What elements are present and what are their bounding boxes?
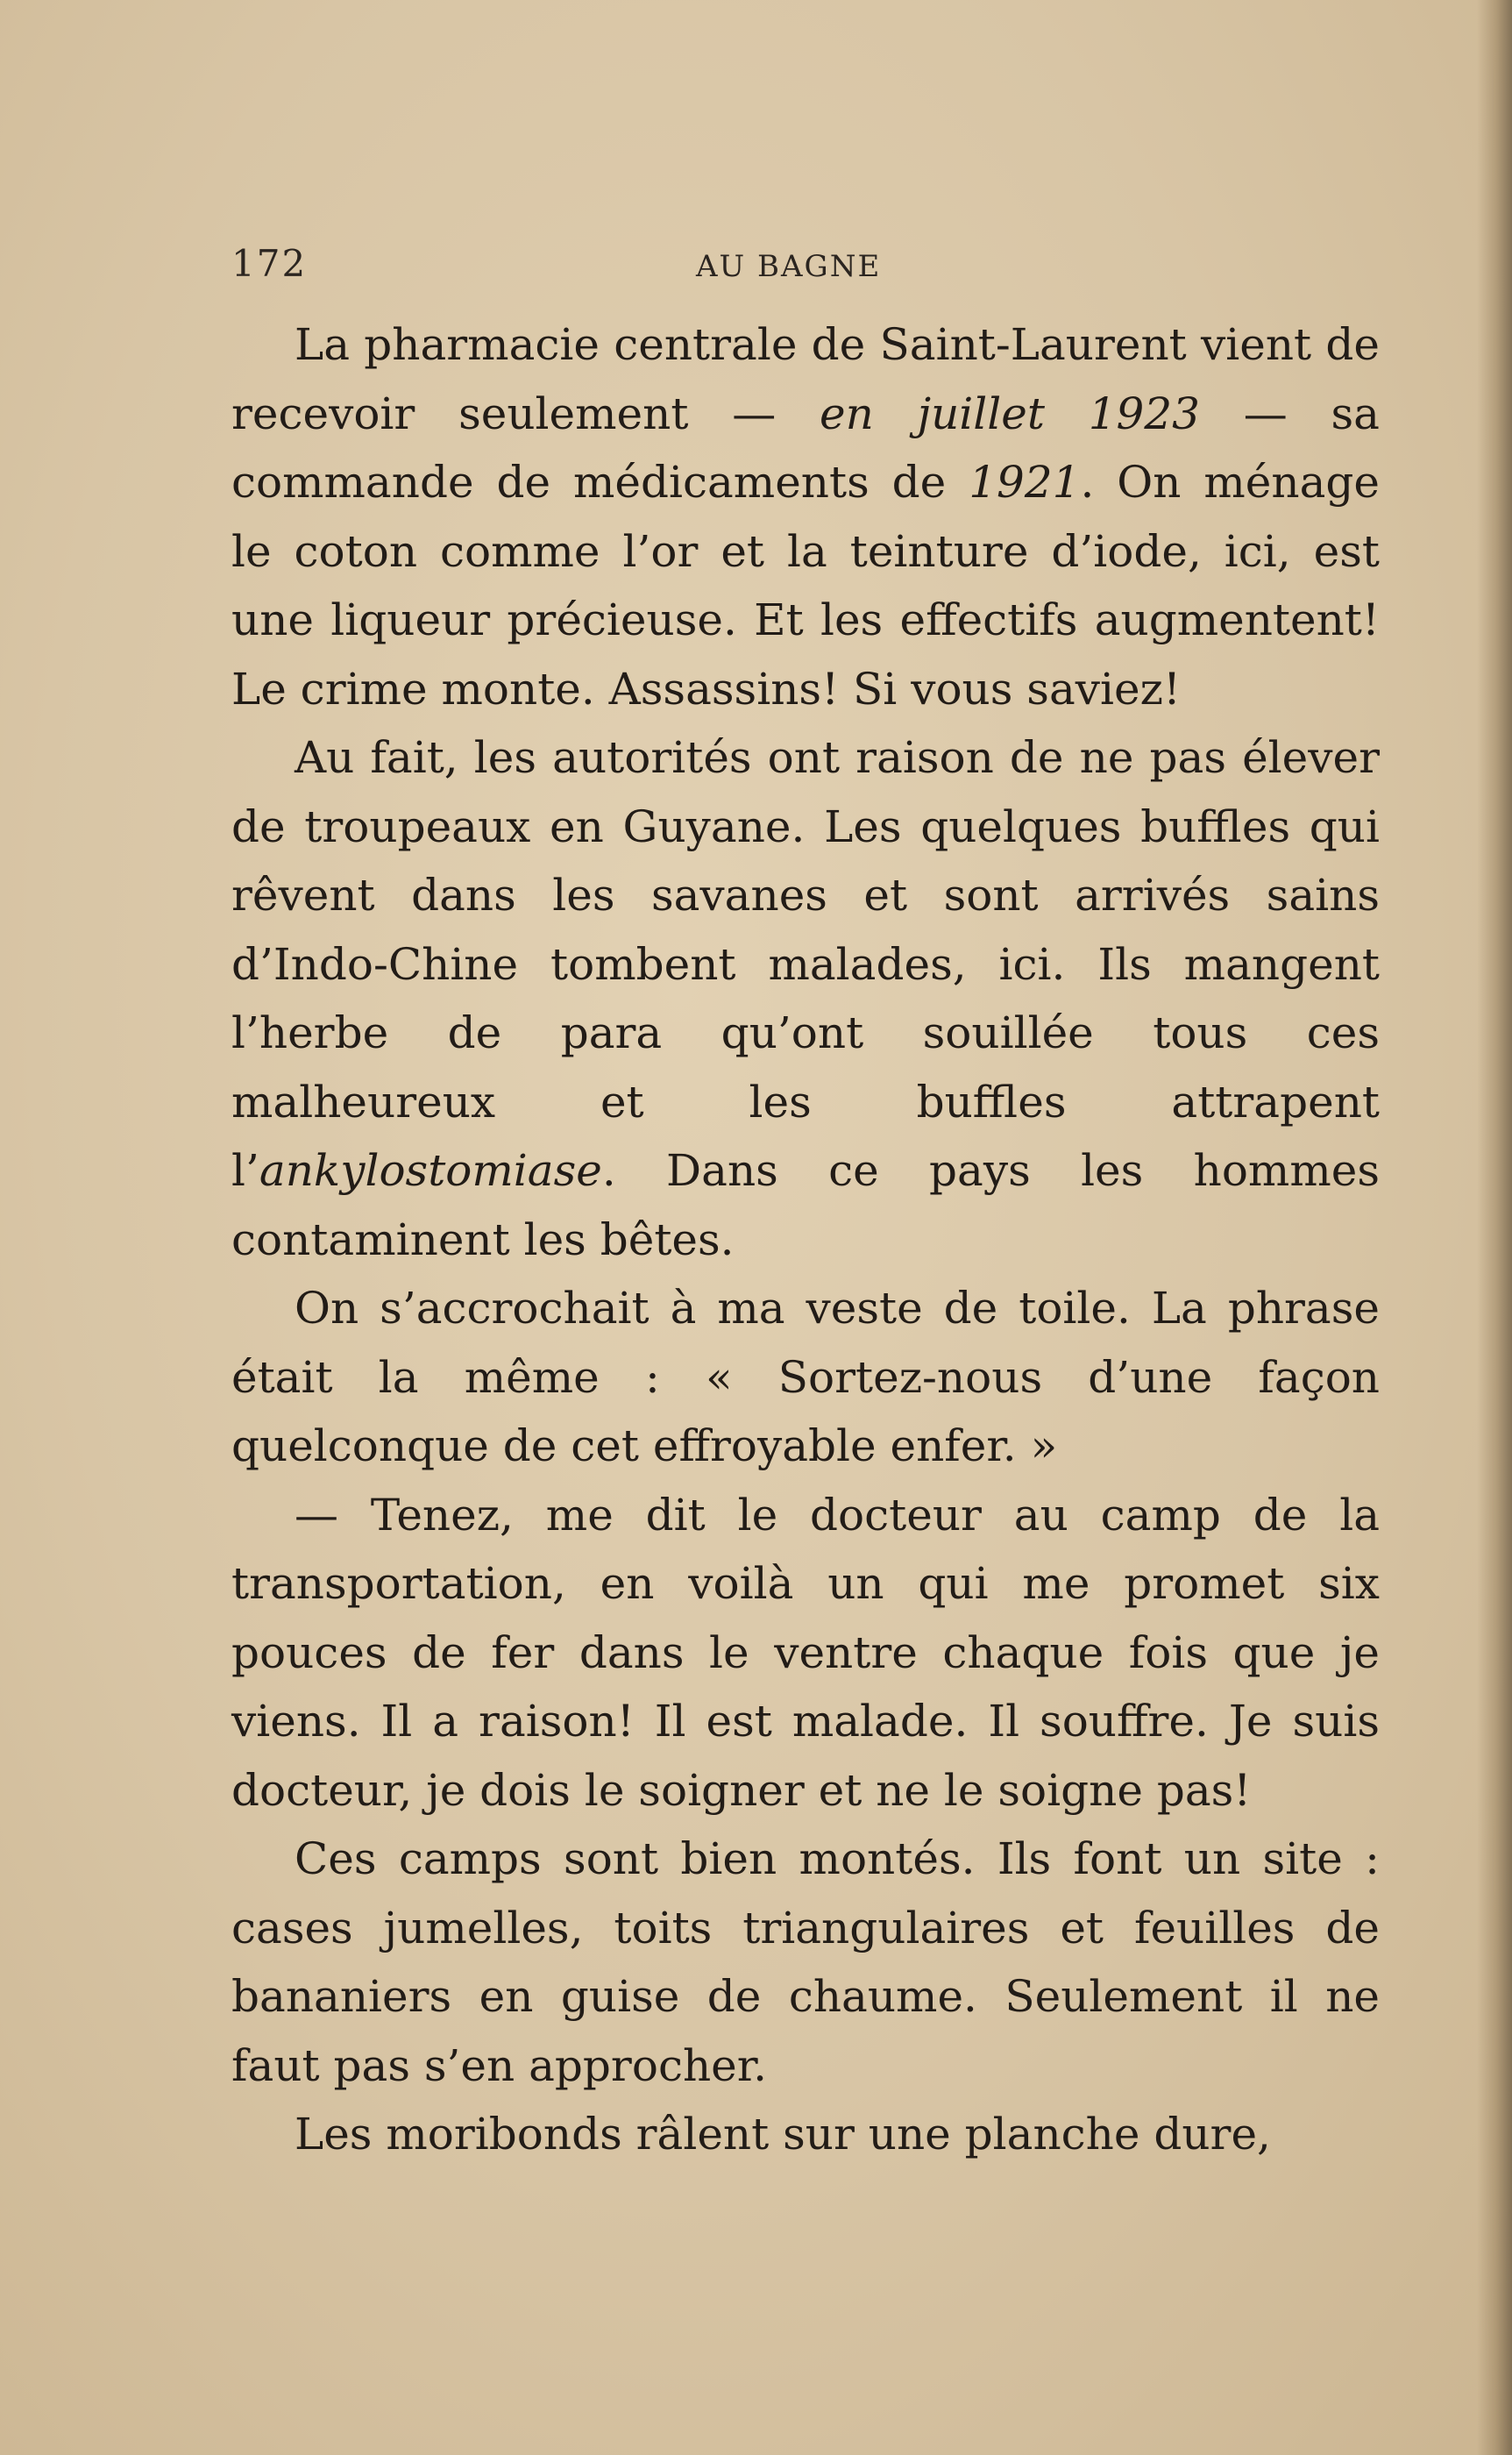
italic-year: 1921 [969, 457, 1081, 508]
italic-term: ankylostomiase [259, 1145, 602, 1196]
paragraph-dialogue [231, 1481, 1380, 1825]
italic-date: en juillet 1923 [820, 388, 1200, 439]
paragraph [231, 310, 1380, 723]
text-run: Au fait, les autorités ont raison de ne pas élever de troupeaux en Guyane. Les quelques buffles qui rêvent dans les savanes et sont arrivés sains d’Indo-Chine tombent malades, ici. Ils mangent l’herbe de para qu’ont souillée tous ces malheureux et les buffles attrapent l’ [231, 732, 1380, 1196]
page-gutter-shadow [1477, 0, 1512, 2455]
running-head: AU BAGNE [696, 249, 882, 284]
paragraph [231, 1825, 1380, 2100]
text-run: Ces camps sont bien montés. Ils font un site : cases jumelles, toits triangulaires et feuilles de bananiers en guise de chaume. Seulement il ne faut pas s’en approcher. [231, 1833, 1380, 2091]
text-run: . On ménage le coton comme l’or et la teinture d’iode, ici, est une liqueur précieuse. Et les effectifs augmentent! Le crime monte. Assassins! Si vous saviez! [231, 457, 1380, 715]
body-text [231, 310, 1380, 2169]
text-run: . Dans ce pays les hommes contaminent les bêtes. [231, 1145, 1380, 1265]
text-run: La pharmacie centrale de Saint-Laurent vient de recevoir seulement — [231, 319, 1380, 439]
text-run: — Tenez, me dit le docteur au camp de la transportation, en voilà un qui me promet six pouces de fer dans le ventre chaque fois que je viens. Il a raison! Il est malade. Il souffre. Je suis docteur, je dois le soigner et ne le soigne pas! [231, 1489, 1380, 1816]
text-run: Les moribonds râlent sur une planche dure, [295, 2109, 1271, 2160]
text-run: — sa commande de médicaments de [231, 388, 1380, 508]
paragraph [231, 723, 1380, 1274]
text-run: On s’accrochait à ma veste de toile. La phrase était la même : « Sortez-nous d’une façon quelconque de cet effroyable enfer. » [231, 1283, 1380, 1471]
page-header [231, 242, 1380, 291]
paragraph [231, 2100, 1380, 2169]
page-number: 172 [231, 242, 308, 285]
paragraph [231, 1274, 1380, 1481]
